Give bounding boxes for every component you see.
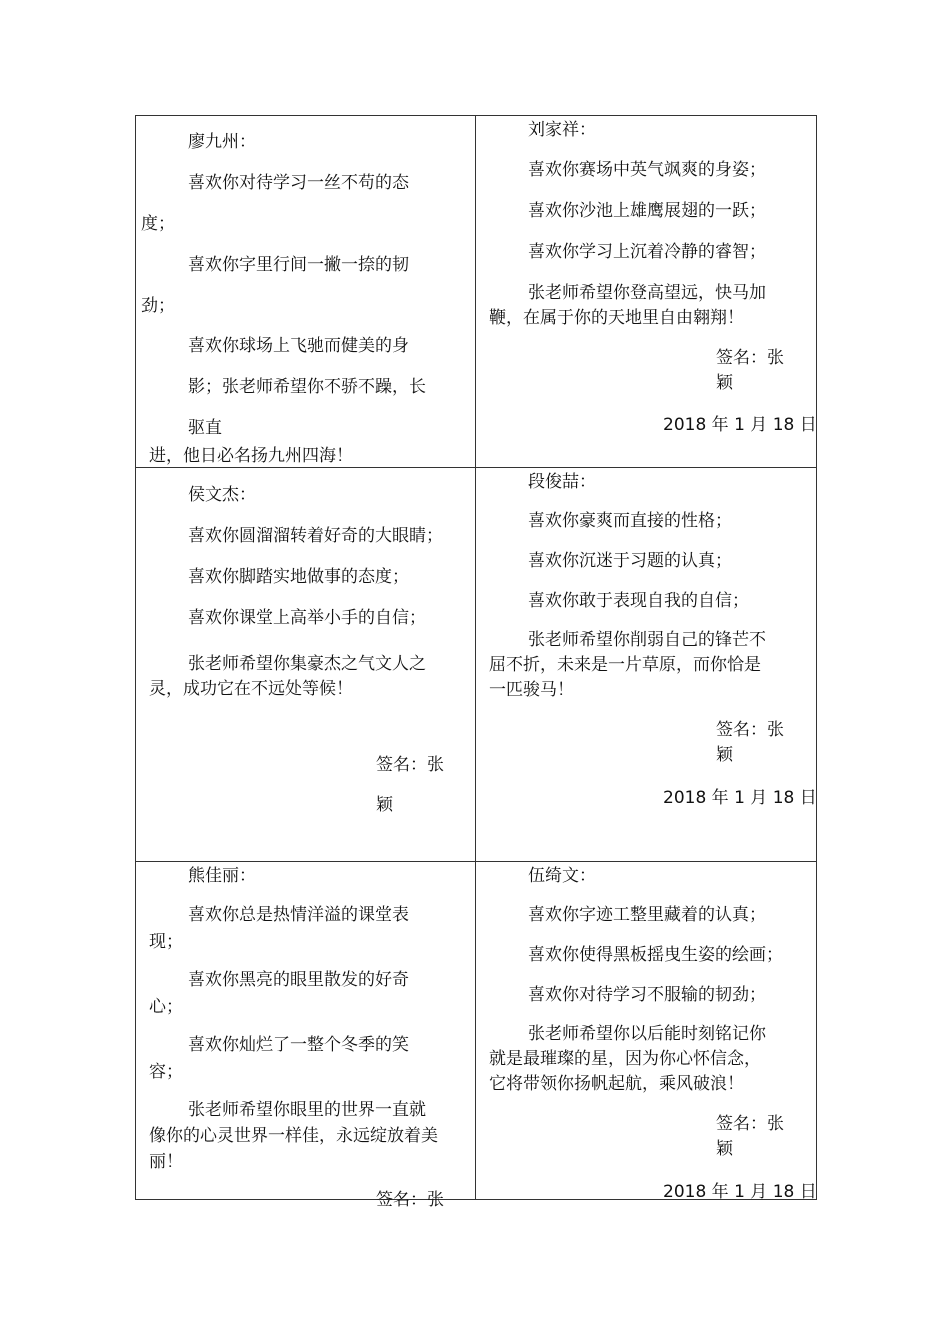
comment-line: 喜欢你使得黑板摇曳生姿的绘画； xyxy=(528,945,783,965)
signature-name: 颖 xyxy=(716,1139,733,1159)
comment-line: 像你的心灵世界一样佳，永远绽放着美 xyxy=(149,1126,438,1146)
student-name: 廖九州： xyxy=(188,132,256,152)
signature-name: 颖 xyxy=(716,373,733,393)
comment-line: 喜欢你沙池上雄鹰展翅的一跃； xyxy=(528,201,766,221)
date: 2018 年 1 月 18 日 xyxy=(663,788,817,808)
comment-card-duan-junzhe xyxy=(476,468,816,861)
signature-name: 颖 xyxy=(716,745,733,765)
student-name: 刘家祥： xyxy=(528,120,596,140)
comment-line: 张老师希望你以后能时刻铭记你 xyxy=(528,1024,766,1044)
student-name: 伍绮文： xyxy=(528,866,596,886)
comment-line: 心； xyxy=(149,997,183,1017)
comment-line: 进，他日必名扬九州四海！ xyxy=(149,446,353,466)
comment-line: 喜欢你沉迷于习题的认真； xyxy=(528,551,732,571)
comment-line: 屈不折，未来是一片草原，而你恰是 xyxy=(489,655,761,675)
comment-line: 喜欢你字里行间一撇一捺的韧 xyxy=(188,255,409,275)
comment-card-liao-jiuzhou xyxy=(136,116,475,467)
comment-card-xiong-jiali xyxy=(136,862,475,1210)
comment-line: 喜欢你敢于表现自我的自信； xyxy=(528,591,749,611)
comment-line: 喜欢你课堂上高举小手的自信； xyxy=(188,608,426,628)
student-name: 侯文杰： xyxy=(188,485,256,505)
comment-line: 喜欢你黑亮的眼里散发的好奇 xyxy=(188,970,409,990)
comment-line: 喜欢你学习上沉着冷静的睿智； xyxy=(528,242,766,262)
date: 2018 年 1 月 18 日 xyxy=(663,415,817,435)
comment-line: 丽！ xyxy=(149,1152,183,1172)
comment-line: 张老师希望你削弱自己的锋芒不 xyxy=(528,630,766,650)
comment-card-wu-qiwen xyxy=(476,862,817,1202)
comment-line: 鞭，在属于你的天地里自由翱翔！ xyxy=(489,308,744,328)
comment-line: 喜欢你对待学习一丝不苟的态 xyxy=(188,173,409,193)
comment-line: 喜欢你总是热情洋溢的课堂表 xyxy=(188,905,409,925)
comment-line: 喜欢你字迹工整里藏着的认真； xyxy=(528,905,766,925)
comment-line: 一匹骏马！ xyxy=(489,680,574,700)
comment-line: 张老师希望你眼里的世界一直就 xyxy=(188,1100,426,1120)
signature-label: 签名：张 xyxy=(716,720,784,740)
date: 2018 年 1 月 18 日 xyxy=(663,1182,817,1202)
comment-line: 劲； xyxy=(141,296,175,316)
signature-name: 颖 xyxy=(376,795,393,815)
comment-line: 喜欢你豪爽而直接的性格； xyxy=(528,511,732,531)
comment-line: 喜欢你圆溜溜转着好奇的大眼睛； xyxy=(188,526,443,546)
comment-line: 喜欢你对待学习不服输的韧劲； xyxy=(528,985,766,1005)
signature-label: 签名：张 xyxy=(716,1114,784,1134)
comment-line: 驱直 xyxy=(188,418,222,438)
comment-line: 容； xyxy=(149,1062,183,1082)
signature-label: 签名：张 xyxy=(376,1190,444,1210)
comment-line: 影；张老师希望你不骄不躁，长 xyxy=(188,377,426,397)
comment-line: 张老师希望你登高望远，快马加 xyxy=(528,283,766,303)
comment-line: 喜欢你球场上飞驰而健美的身 xyxy=(188,336,409,356)
comment-line: 就是最璀璨的星，因为你心怀信念， xyxy=(489,1049,761,1069)
comment-line: 现； xyxy=(149,932,183,952)
comment-card-liu-jiaxiang xyxy=(476,116,816,467)
signature-label: 签名：张 xyxy=(716,348,784,368)
comment-line: 度； xyxy=(141,214,175,234)
comment-card-hou-wenjie xyxy=(136,468,475,861)
signature-label: 签名：张 xyxy=(376,755,444,775)
comment-line: 喜欢你脚踏实地做事的态度； xyxy=(188,567,409,587)
student-name: 段俊喆： xyxy=(528,472,596,492)
comment-line: 灵，成功它在不远处等候！ xyxy=(149,679,353,699)
comment-line: 它将带领你扬帆起航，乘风破浪！ xyxy=(489,1074,744,1094)
comment-line: 张老师希望你集豪杰之气文人之 xyxy=(188,654,426,674)
comment-line: 喜欢你灿烂了一整个冬季的笑 xyxy=(188,1035,409,1055)
student-name: 熊佳丽： xyxy=(188,866,256,886)
comment-line: 喜欢你赛场中英气飒爽的身姿； xyxy=(528,160,766,180)
